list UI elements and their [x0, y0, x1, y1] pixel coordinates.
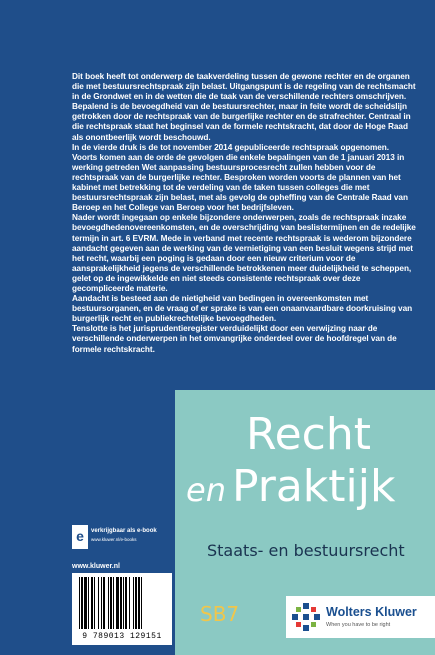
ebook-text: verkrijgbaar als e-book — [91, 528, 157, 534]
ebook-url: www.kluwer.nl/e-books — [91, 537, 137, 542]
publisher-name: Wolters Kluwer — [326, 605, 417, 619]
barcode-bar — [98, 577, 99, 629]
barcode-bar — [125, 577, 127, 629]
isbn-number: 9 789013 129151 — [82, 632, 162, 641]
barcode-bar — [123, 577, 124, 629]
blurb-paragraph: Dit boek heeft tot onderwerp de taakverdeling tussen de gewone rechter en de organen die met bestuursrechtspraak zijn belast. Uitgangspunt is de regeling van de rechtsmacht in de Grondwet en in de wetten die de taak van de verschillende rechters omschrijven. Bepalend is de bevoegdheid van de bestuursrechter, maar in feite wordt de scheidslijn getrokken door de rechtspraak van de burgerlijke rechter en de strafrechter. Centraal in die rechtspraak staat het beginsel van de formele rechtskracht, dat door de Hoge Raad als onontbeerlijk wordt beschouwd. — [72, 72, 416, 142]
publisher-tagline: When you have to be right — [326, 622, 391, 628]
barcode-bar — [116, 577, 119, 629]
isbn-barcode-icon — [79, 577, 165, 631]
barcode-bar — [94, 577, 95, 629]
barcode-bar — [113, 577, 114, 629]
blurb-paragraph: Tenslotte is het jurisprudentieregister verduidelijkt door een verwijzing naar de verschillende onderwerpen in het omvangrijke onderdeel over de hoofdregel van de formele rechtskracht. — [72, 324, 397, 354]
barcode-bar — [141, 577, 142, 629]
barcode-bar — [110, 577, 112, 629]
barcode-bar — [129, 577, 130, 629]
blurb-paragraph: Aandacht is besteed aan de nietigheid van bedingen in overeenkomsten met bestuursorganen, en de vraag of er sprake is van een onaanvaardbare doorkruising van burgerlijk recht en publiekrechtelijke bevoegdheden. — [72, 294, 413, 324]
barcode-bar — [88, 577, 89, 629]
barcode-bar — [103, 577, 105, 629]
barcode-bar — [101, 577, 102, 629]
barcode-bar — [133, 577, 134, 629]
blurb-paragraph: In de vierde druk is de tot november 2014 gepubliceerde rechtspraak opgenomen. Voorts komen aan de orde de gevolgen die enkele bepalingen van de 1 januari 2013 in werking getreden Wet aanpassing bestuursprocesrecht zullen hebben voor de rechtspraak van de burgerlijke rechter. Besproken worden voorts de plannen van het kabinet met betrekking tot de verdeling van de taken tussen colleges die met bestuursrechtspraak zijn belast, met als gevolg de opheffing van de Centrale Raad van Beroep en het College van Beroep voor het bedrijfsleven. — [72, 142, 408, 213]
barcode-bar — [81, 577, 83, 629]
barcode-bar — [120, 577, 122, 629]
series-title-line1: Recht — [246, 409, 371, 460]
barcode-bar — [84, 577, 87, 629]
barcode-bar — [135, 577, 137, 629]
series-title-word: Praktijk — [231, 461, 396, 512]
barcode-bar — [91, 577, 93, 629]
barcode-bar — [79, 577, 80, 629]
publisher-website: www.kluwer.nl — [72, 563, 120, 570]
barcode-bar — [138, 577, 140, 629]
barcode-box — [72, 573, 172, 645]
publisher-logo-box — [286, 596, 435, 638]
barcode-bar — [108, 577, 109, 629]
ebook-icon: e — [72, 525, 88, 549]
series-title-line2 — [186, 462, 395, 515]
series-title-connector: en — [186, 471, 226, 509]
series-code: SB7 — [200, 602, 240, 626]
series-subtitle: Staats- en bestuursrecht — [207, 541, 405, 560]
blurb-paragraph: Nader wordt ingegaan op enkele bijzondere onderwerpen, zoals de rechtspraak inzake bevoegdhedenovereenkomsten, en de overschrijding van beslistermijnen en de redelijke termijn in art. 6 EVRM. Mede in verband met recente rechtspraak is wederom bijzondere aandacht gegeven aan de werking van de vernietiging van een besluit wegens strijd met het recht, waarbij een poging is gedaan door een nieuw criterium voor de aansprakelijkheid jegens de verschillende betrokkenen meer duidelijkheid te scheppen, gelet op de ingewikkelde en niet steeds consistente rechtspraak over deze gecompliceerde materie. — [72, 213, 416, 293]
blurb-text — [72, 72, 416, 355]
ebook-notice — [72, 525, 172, 555]
wolters-kluwer-logo-icon — [291, 602, 321, 632]
